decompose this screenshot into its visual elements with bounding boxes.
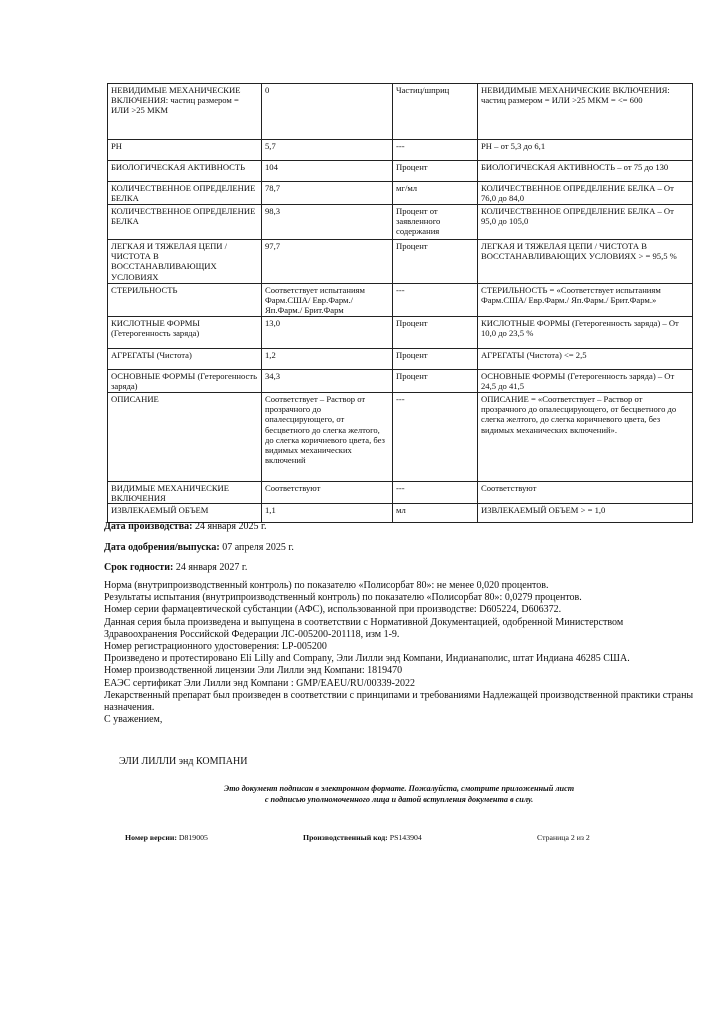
note-line: с подписью уполномоченного лица и датой вступления документа в силу. — [264, 795, 534, 804]
table-cell-unit: Процент — [393, 240, 478, 284]
table-row — [108, 240, 693, 284]
table-cell-unit: --- — [393, 393, 478, 482]
expiry-date-label: Срок годности: — [104, 562, 174, 573]
table-cell-specification: ОСНОВНЫЕ ФОРМЫ (Гетерогенность заряда) – От 24,5 до 41,5 — [478, 370, 693, 393]
footer-page-number: Страница 2 из 2 — [537, 833, 590, 842]
table-row — [108, 161, 693, 182]
table-cell-unit: Частиц/шприц — [393, 84, 478, 140]
table-cell-parameter: PH — [108, 140, 262, 161]
table-row — [108, 140, 693, 161]
body-line: Номер регистрационного удостоверения: LP-005200 — [104, 641, 327, 653]
approval-date-label: Дата одобрения/выпуска: — [104, 542, 220, 553]
table-cell-unit: Процент от заявленного содержания — [393, 205, 478, 240]
production-date-value: 24 января 2025 г. — [192, 521, 267, 532]
table-cell-result: Соответствует – Раствор от прозрачного до опалесцирующего, от бесцветного до слегка желтого, до слегка коричневого цвета, без видимых механических включений — [262, 393, 393, 482]
table-row — [108, 205, 693, 240]
table-cell-unit: мг/мл — [393, 182, 478, 205]
table-cell-result: 34,3 — [262, 370, 393, 393]
table-cell-unit: Процент — [393, 161, 478, 182]
table-cell-specification: КОЛИЧЕСТВЕННОЕ ОПРЕДЕЛЕНИЕ БЕЛКА – От 95,0 до 105,0 — [478, 205, 693, 240]
table-cell-parameter: ЛЕГКАЯ И ТЯЖЕЛАЯ ЦЕПИ / ЧИСТОТА В ВОССТАНАВЛИВАЮЩИХ УСЛОВИЯХ — [108, 240, 262, 284]
body-line: Произведено и протестировано Eli Lilly and Company, Эли Лилли энд Компани, Индианаполис, штат Индиана 46285 США. — [104, 653, 630, 665]
table-cell-result: 0 — [262, 84, 393, 140]
table-cell-result: 97,7 — [262, 240, 393, 284]
production-date-label: Дата производства: — [104, 521, 193, 532]
table-cell-unit: --- — [393, 482, 478, 504]
table-cell-result: 5,7 — [262, 140, 393, 161]
table-row — [108, 84, 693, 140]
table-cell-parameter: КОЛИЧЕСТВЕННОЕ ОПРЕДЕЛЕНИЕ БЕЛКА — [108, 182, 262, 205]
table-cell-unit: Процент — [393, 317, 478, 349]
table-cell-specification: КОЛИЧЕСТВЕННОЕ ОПРЕДЕЛЕНИЕ БЕЛКА – От 76,0 до 84,0 — [478, 182, 693, 205]
footer-production-code — [303, 833, 422, 842]
approval-date — [104, 542, 694, 554]
table-cell-specification: PH – от 5,3 до 6,1 — [478, 140, 693, 161]
table-cell-parameter: КОЛИЧЕСТВЕННОЕ ОПРЕДЕЛЕНИЕ БЕЛКА — [108, 205, 262, 240]
body-line: Данная серия была произведена и выпущена в соответствии с Нормативной Документацией, одобренной Министерством Здравоохранения Российской Федерации ЛС-005200-201118, изм 1-9. — [104, 616, 624, 640]
table-cell-specification: СТЕРИЛЬНОСТЬ = «Соответствует испытаниям Фарм.США/ Евр.Фарм./ Яп.Фарм./ Брит.Фарм.» — [478, 284, 693, 317]
table-cell-parameter: НЕВИДИМЫЕ МЕХАНИЧЕСКИЕ ВКЛЮЧЕНИЯ: частиц размером = ИЛИ >25 МКМ — [108, 84, 262, 140]
approval-date-value: 07 апреля 2025 г. — [219, 542, 294, 553]
table-row — [108, 349, 693, 370]
quality-spec-table — [107, 83, 693, 523]
body-line: С уважением, — [104, 714, 163, 726]
table-cell-result: Соответствуют — [262, 482, 393, 504]
footer-code-label: Производственный код: — [303, 833, 388, 842]
table-row — [108, 284, 693, 317]
table-row — [108, 317, 693, 349]
expiry-date-value: 24 января 2027 г. — [173, 562, 248, 573]
table-cell-result: 1,1 — [262, 504, 393, 523]
body-line: Номер серии фармацевтической субстанции (АФС), использованной при производстве: D605224, D606372. — [104, 604, 562, 616]
table-cell-specification: ЛЕГКАЯ И ТЯЖЕЛАЯ ЦЕПИ / ЧИСТОТА В ВОССТАНАВЛИВАЮЩИХ УСЛОВИЯХ > = 95,5 % — [478, 240, 693, 284]
table-cell-unit: --- — [393, 284, 478, 317]
table-cell-specification: ОПИСАНИЕ = «Соответствует – Раствор от прозрачного до опалесцирующего, от бесцветного до слегка желтого, до слегка коричневого цвета, без видимых механических включений». — [478, 393, 693, 482]
footer-version-label: Номер версии: — [125, 833, 177, 842]
table-cell-result: 98,3 — [262, 205, 393, 240]
table-cell-parameter: АГРЕГАТЫ (Чистота) — [108, 349, 262, 370]
company-signature: ЭЛИ ЛИЛЛИ энд КОМПАНИ — [119, 756, 248, 767]
table-cell-parameter: БИОЛОГИЧЕСКАЯ АКТИВНОСТЬ — [108, 161, 262, 182]
body-text — [104, 580, 694, 726]
table-cell-parameter: СТЕРИЛЬНОСТЬ — [108, 284, 262, 317]
expiry-date — [104, 562, 694, 574]
table-cell-result: 78,7 — [262, 182, 393, 205]
table-cell-specification: КИСЛОТНЫЕ ФОРМЫ (Гетерогенность заряда) – От 10,0 до 23,5 % — [478, 317, 693, 349]
table-cell-parameter: ОСНОВНЫЕ ФОРМЫ (Гетерогенность заряда) — [108, 370, 262, 393]
table-cell-specification: ИЗВЛЕКАЕМЫЙ ОБЪЕМ > = 1,0 — [478, 504, 693, 523]
table-cell-specification: Соответствуют — [478, 482, 693, 504]
body-line: Норма (внутрипроизводственный контроль) по показателю «Полисорбат 80»: не менее 0,020 процентов. — [104, 580, 549, 591]
table-cell-specification: НЕВИДИМЫЕ МЕХАНИЧЕСКИЕ ВКЛЮЧЕНИЯ: частиц размером = ИЛИ >25 МКМ = <= 600 — [478, 84, 693, 140]
table-cell-result: Соответствует испытаниям Фарм.США/ Евр.Фарм./ Яп.Фарм./ Брит.Фарм — [262, 284, 393, 317]
table-cell-parameter: ОПИСАНИЕ — [108, 393, 262, 482]
table-cell-unit: Процент — [393, 370, 478, 393]
table-cell-unit: мл — [393, 504, 478, 523]
body-line: ЕАЭС сертификат Эли Лилли энд Компани : GMP/EAEU/RU/00339-2022 — [104, 677, 416, 689]
footer-version-value: D819005 — [176, 833, 208, 842]
body-line: Результаты испытания (внутрипроизводственный контроль) по показателю «Полисорбат 80»: 0,0279 процентов. — [104, 592, 582, 604]
table-cell-unit: --- — [393, 140, 478, 161]
body-line: Лекарственный препарат был произведен в соответствии с принципами и требованиями Надлежащей производственной практики страны назначения. — [104, 689, 694, 714]
table-row — [108, 393, 693, 482]
table-cell-unit: Процент — [393, 349, 478, 370]
table-cell-parameter: КИСЛОТНЫЕ ФОРМЫ (Гетерогенность заряда) — [108, 317, 262, 349]
note-line: Это документ подписан в электронном формате. Пожалуйста, смотрите приложенный лист — [223, 784, 575, 793]
table-cell-parameter: ИЗВЛЕКАЕМЫЙ ОБЪЕМ — [108, 504, 262, 523]
table-cell-result: 13,0 — [262, 317, 393, 349]
table-row — [108, 482, 693, 504]
production-date — [104, 521, 694, 533]
table-cell-specification: БИОЛОГИЧЕСКАЯ АКТИВНОСТЬ – от 75 до 130 — [478, 161, 693, 182]
body-line: Номер производственной лицензии Эли Лилли энд Компани: 1819470 — [104, 665, 403, 677]
table-row — [108, 182, 693, 205]
footer-version — [125, 833, 208, 842]
electronic-signature-note — [104, 783, 694, 805]
table-cell-result: 1,2 — [262, 349, 393, 370]
table-cell-specification: АГРЕГАТЫ (Чистота) <= 2,5 — [478, 349, 693, 370]
footer-code-value: PS143904 — [387, 833, 422, 842]
table-cell-parameter: ВИДИМЫЕ МЕХАНИЧЕСКИЕ ВКЛЮЧЕНИЯ — [108, 482, 262, 504]
table-cell-result: 104 — [262, 161, 393, 182]
table-row — [108, 370, 693, 393]
